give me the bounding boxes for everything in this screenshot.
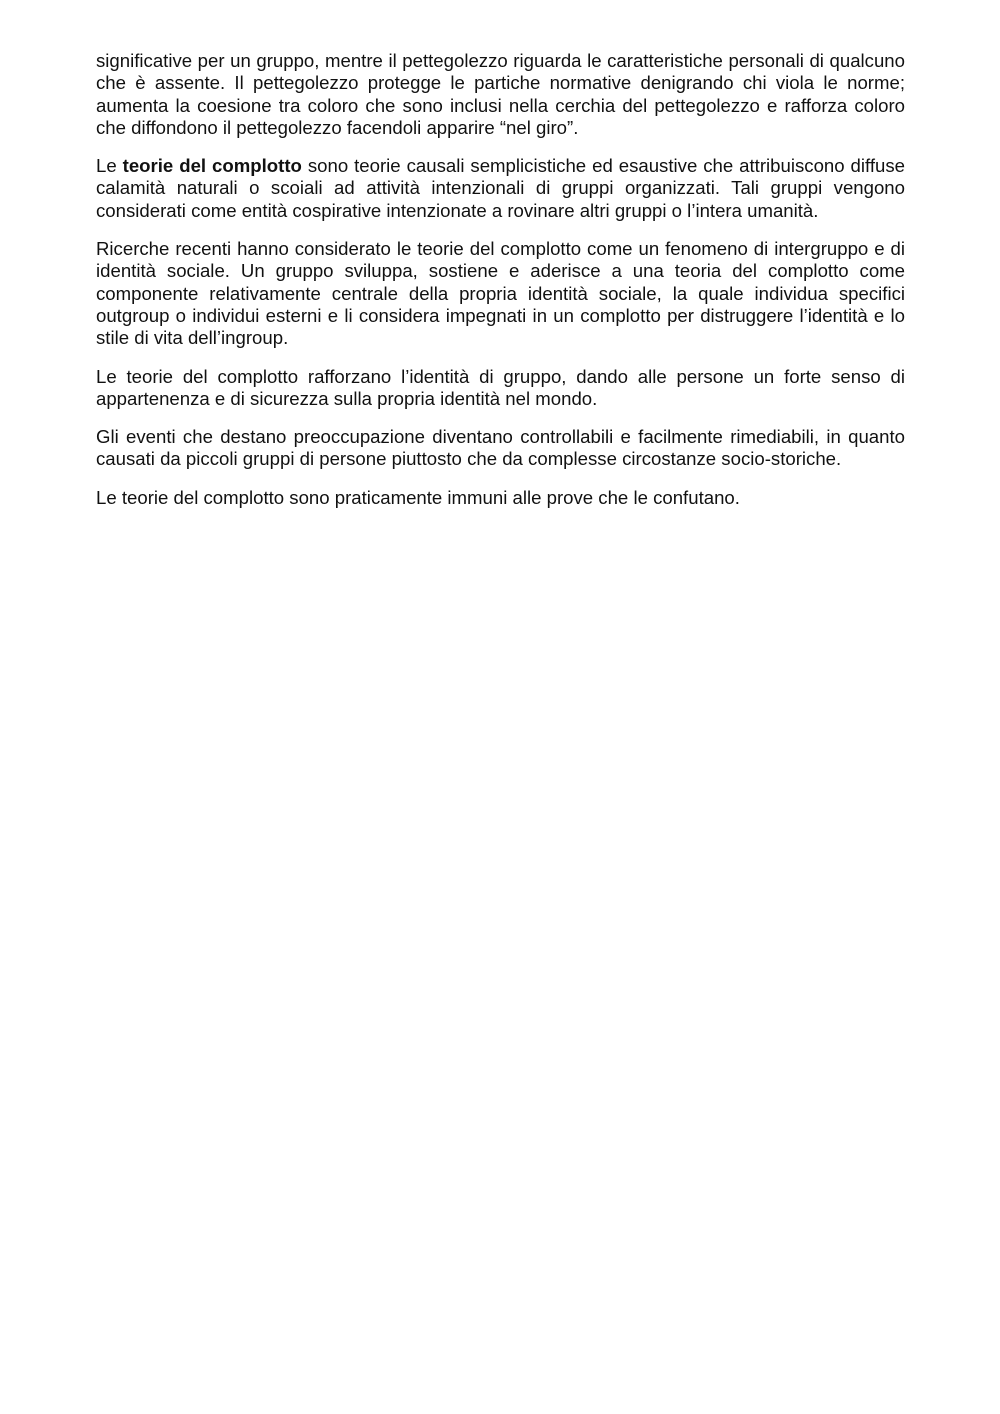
paragraph-immune-to-evidence: Le teorie del complotto sono praticamente immuni alle prove che le confutano. (96, 486, 740, 508)
paragraph-conspiracy-definition (96, 155, 905, 222)
bold-term: teorie del complotto (122, 155, 302, 177)
paragraph-gossip: significative per un gruppo, mentre il pettegolezzo riguarda le caratteristiche personali di qualcuno che è assente. Il pettegolezzo protegge le partiche normative denigrando chi viola le norme; aumenta la coesione tra coloro che sono inclusi nella cerchia del pettegolezzo e rafforza coloro che diffondono il pettegolezzo facendoli apparire “nel giro”. (96, 50, 905, 138)
paragraph-rest-text: sono teorie causali semplicistiche ed esaustive che attribuiscono diffuse calamità naturali o scoiali ad attività intenzionali di gruppi organizzati. Tali gruppi vengono considerati come entità cospirative intenzionate a rovinare altri gruppi o l’intera umanità. (96, 155, 905, 221)
paragraph-controllable-events: Gli eventi che destano preoccupazione diventano controllabili e facilmente rimediabili, in quanto causati da piccoli gruppi di persone piuttosto che da complesse circostanze socio-storiche. (96, 426, 905, 470)
paragraph-lead-text: Le (96, 155, 123, 177)
paragraph-recent-research: Ricerche recenti hanno considerato le teorie del complotto come un fenomeno di intergruppo e di identità sociale. Un gruppo sviluppa, sostiene e aderisce a una teoria del complotto come componente relativamente centrale della propria identità sociale, la quale individua specifici outgroup o individui esterni e li considera impegnati in un complotto per distruggere l’identità e lo stile di vita dell’ingroup. (96, 238, 905, 349)
paragraph-group-identity: Le teorie del complotto rafforzano l’identità di gruppo, dando alle persone un forte senso di appartenenza e di sicurezza sulla propria identità nel mondo. (96, 365, 905, 409)
document-page (96, 50, 905, 525)
